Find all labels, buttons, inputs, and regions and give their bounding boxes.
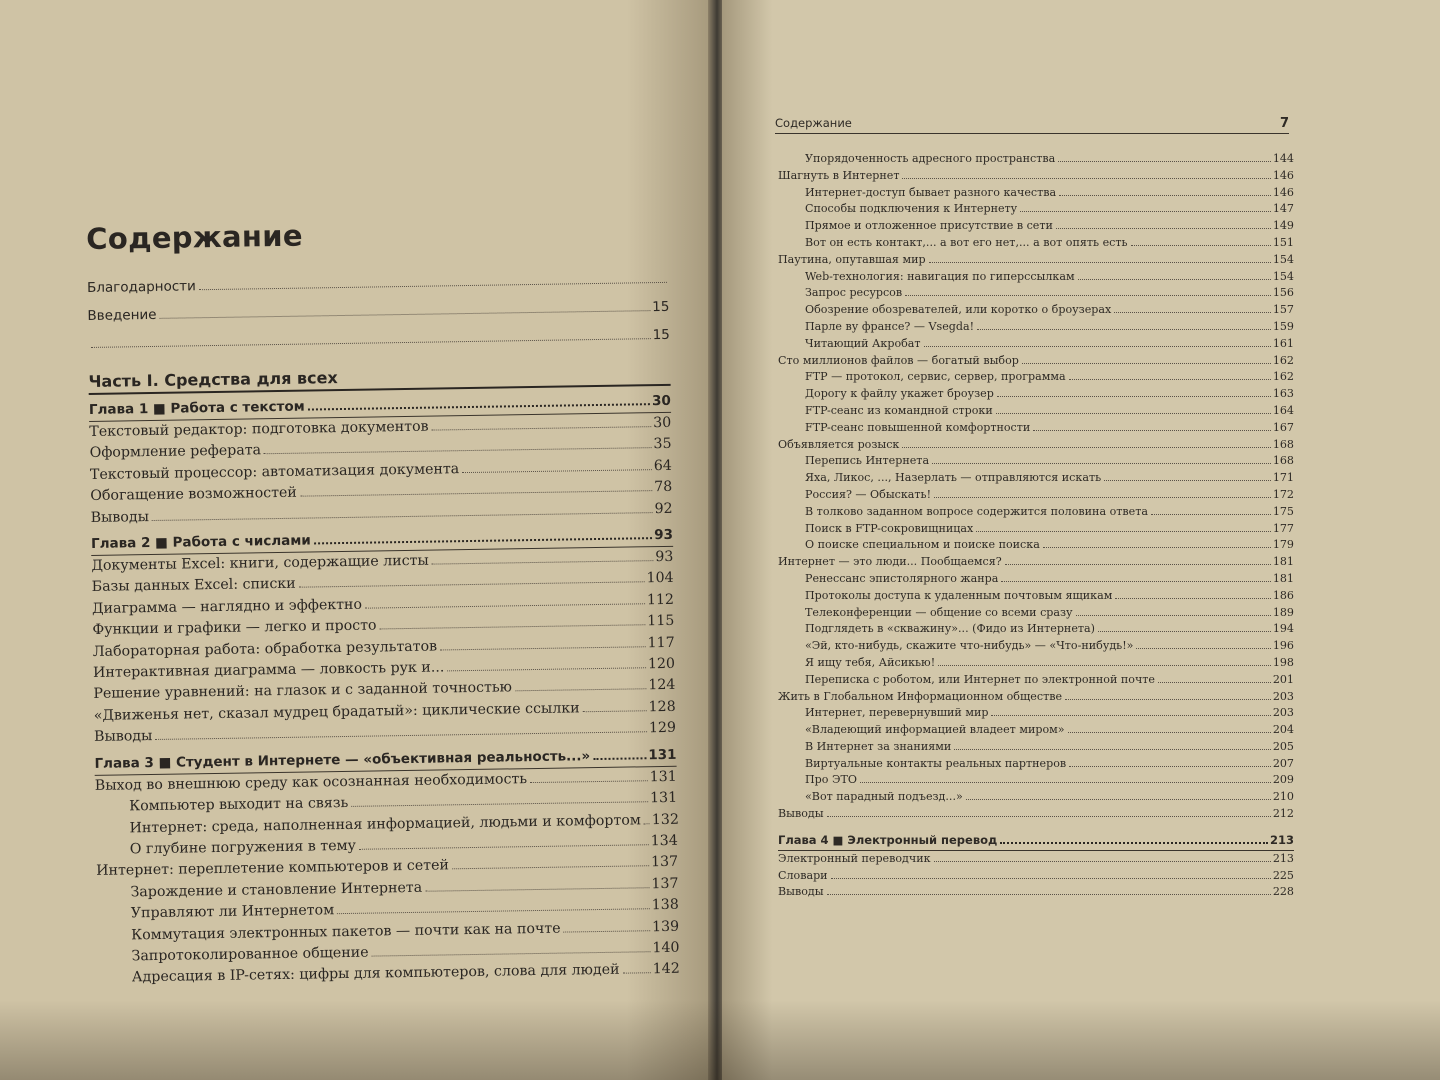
toc-entry-label: Жить в Глобальном Информационном обществе xyxy=(778,689,1063,703)
toc-entry-page: 129 xyxy=(648,720,677,737)
dot-leader xyxy=(1114,312,1271,313)
toc-entry-page: 93 xyxy=(655,548,674,566)
dot-leader xyxy=(462,469,652,473)
toc-entry-page: 139 xyxy=(651,918,680,935)
dot-leader xyxy=(447,667,646,671)
toc-entry-label: Лабораторная работа: обработка результатов xyxy=(92,638,438,660)
toc-entry-label: Парле ву франсе? — Vsegda! xyxy=(805,319,975,333)
toc-entry-label: Глава 4 ■ Электронный перевод xyxy=(778,832,998,847)
toc-entry-page: 163 xyxy=(1272,387,1294,401)
toc-entry-label: «Владеющий информацией владеет миром» xyxy=(805,723,1065,737)
toc-entry-page: 115 xyxy=(647,613,675,630)
toc-entry-page: 203 xyxy=(1272,706,1294,720)
toc-entry-page: 131 xyxy=(649,789,678,807)
toc-entry-page: 159 xyxy=(1272,319,1294,333)
right-entry-list xyxy=(778,151,1294,823)
toc-entry xyxy=(778,336,1294,353)
toc-entry-page: 137 xyxy=(650,854,679,871)
toc-entry xyxy=(778,470,1294,487)
toc-entry xyxy=(778,772,1294,789)
toc-entry-label: Сто миллионов файлов — богатый выбор xyxy=(778,353,1019,367)
toc-entry-label: Дорогу к файлу укажет броузер xyxy=(805,387,994,401)
toc-entry-label: Ренессанс эпистолярного жанра xyxy=(805,571,999,585)
toc-entry-label: «Вот парадный подъезд...» xyxy=(805,790,963,804)
toc-entry-page: 186 xyxy=(1272,588,1294,602)
toc-entry-page: 120 xyxy=(647,655,676,673)
toc-entry-page: 225 xyxy=(1272,868,1294,882)
toc-entry-label: Телеконференции — общение со всеми сразу xyxy=(805,605,1073,619)
running-header xyxy=(775,116,1289,134)
toc-entry-label: Глава 3 ■ Студент в Интернете — «объективная реальность...» xyxy=(94,747,591,772)
toc-entry xyxy=(778,168,1294,185)
toc-entry-label: Коммутация электронных пакетов — почти как на почте xyxy=(131,920,561,943)
toc-entry xyxy=(778,789,1294,806)
toc-entry xyxy=(778,739,1294,756)
toc-entry-page: 201 xyxy=(1272,672,1294,686)
dot-leader xyxy=(977,329,1271,330)
toc-entry-label: Читающий Акробат xyxy=(805,336,921,350)
toc-entry-page: 203 xyxy=(1272,689,1294,703)
intro-list xyxy=(87,265,670,358)
dot-leader xyxy=(1033,430,1271,431)
toc-entry xyxy=(778,218,1294,235)
toc-entry xyxy=(778,319,1294,336)
page-title: Содержание xyxy=(86,218,304,256)
dot-leader xyxy=(1115,598,1270,599)
toc-entry xyxy=(778,638,1294,655)
dot-leader xyxy=(996,413,1271,414)
toc-entry-label: Выход во внешнюю среду как осознанная необходимость xyxy=(94,770,528,794)
toc-entry-label: Глава 1 ■ Работа с текстом xyxy=(88,398,305,418)
toc-entry-page: 140 xyxy=(652,939,680,957)
toc-entry-page: 213 xyxy=(1269,832,1294,847)
toc-entry-page: 189 xyxy=(1272,605,1294,619)
toc-entry-page: 147 xyxy=(1272,202,1294,216)
toc-entry-label: Про ЭТО xyxy=(805,773,857,787)
dot-leader xyxy=(593,757,646,760)
toc-entry-page: 196 xyxy=(1272,639,1294,653)
dot-leader xyxy=(1076,615,1271,616)
dot-leader xyxy=(929,262,1271,263)
toc-entry-page: 207 xyxy=(1272,756,1294,770)
dot-leader xyxy=(1158,682,1271,683)
toc-entry-label: Выводы xyxy=(93,728,153,746)
toc-entry-label: Диаграмма — наглядно и эффектно xyxy=(91,596,363,617)
toc-entry-page: 205 xyxy=(1272,739,1294,753)
toc-entry-label: Оформление реферата xyxy=(89,442,262,462)
toc-entry-label: Зарождение и становление Интернета xyxy=(130,879,423,901)
dot-leader xyxy=(1065,699,1271,700)
toc-entry-page: 128 xyxy=(648,698,676,716)
dot-leader xyxy=(1000,842,1268,844)
dot-leader xyxy=(264,448,651,455)
toc-entry-label: Введение xyxy=(87,306,157,324)
toc-entry-label: В Интернет за знаниями xyxy=(805,739,952,753)
dot-leader xyxy=(1022,363,1271,364)
toc-entry xyxy=(778,868,1294,885)
toc-entry-page: 177 xyxy=(1272,521,1294,535)
toc-entry-page: 209 xyxy=(1272,773,1294,787)
toc-entry-label: Подглядеть в «скважину»... (Фидо из Интернета) xyxy=(805,622,1095,636)
toc-entry xyxy=(778,369,1294,386)
dot-leader xyxy=(1056,228,1271,229)
toc-entry-label: Web-технология: навигация по гиперссылкам xyxy=(805,269,1075,283)
dot-leader xyxy=(351,801,648,807)
dot-leader xyxy=(1131,245,1271,246)
toc-entry-label: Паутина, опутавшая мир xyxy=(778,252,926,266)
dot-leader xyxy=(954,749,1271,750)
toc-entry-label: Интернет-доступ бывает разного качества xyxy=(805,185,1057,199)
toc-entry xyxy=(778,302,1294,319)
toc-entry xyxy=(778,252,1294,269)
dot-leader xyxy=(1069,766,1271,767)
toc-entry-label: Текстовый процессор: автоматизация документа xyxy=(89,460,460,483)
toc-entry-page: 164 xyxy=(1272,403,1294,417)
toc-entry-label: Поиск в FTP-сокровищницах xyxy=(805,521,974,535)
toc-entry-page: 194 xyxy=(1272,622,1294,636)
toc-entry-label: Вот он есть контакт,... а вот его нет,... а вот опять есть xyxy=(805,235,1128,249)
chapter-heading xyxy=(778,831,1294,851)
toc-entry-label: «Эй, кто-нибудь, скажите что-нибудь» — «Что-нибудь!» xyxy=(805,639,1134,653)
dot-leader xyxy=(1058,161,1271,162)
toc-entry-label: Упорядоченность адресного пространства xyxy=(805,152,1056,165)
toc-entry xyxy=(778,235,1294,252)
dot-leader xyxy=(938,665,1271,666)
toc-entry xyxy=(778,689,1294,706)
dot-leader xyxy=(1104,480,1271,481)
toc-entry-page: 92 xyxy=(654,500,673,517)
toc-entry-label: Россия? — Обыскать! xyxy=(805,487,932,501)
part-heading: Часть I. Средства для всех xyxy=(88,363,670,395)
dot-leader xyxy=(902,178,1270,179)
dot-leader xyxy=(934,497,1271,498)
toc-entry-label: Функции и графики — легко и просто xyxy=(92,617,377,639)
dot-leader xyxy=(623,973,651,974)
toc-entry xyxy=(778,386,1294,403)
toc-entry-page: 146 xyxy=(1272,168,1294,182)
toc-entry-page: 142 xyxy=(652,961,680,978)
dot-leader xyxy=(644,823,650,824)
toc-entry xyxy=(778,756,1294,773)
dot-leader xyxy=(902,447,1270,448)
toc-entry xyxy=(778,851,1294,868)
dot-leader xyxy=(515,689,646,692)
toc-entry-page: 117 xyxy=(647,634,675,651)
toc-entry-page: 131 xyxy=(649,768,677,785)
toc-entry-page: 30 xyxy=(653,414,672,432)
toc-entry-page: 212 xyxy=(1272,807,1294,821)
toc-entry-label: Переписка с роботом, или Интернет по электронной почте xyxy=(805,672,1155,686)
dot-leader xyxy=(564,930,651,932)
toc-entry xyxy=(778,185,1294,202)
toc-entry-page: 162 xyxy=(1272,370,1294,384)
dot-leader xyxy=(432,426,652,430)
toc-entry-label: Электронный переводчик xyxy=(778,851,931,865)
toc-entry xyxy=(778,201,1294,218)
dot-leader xyxy=(1078,279,1271,280)
toc-entry-page: 167 xyxy=(1272,420,1294,434)
toc-entry-label: Шагнуть в Интернет xyxy=(778,168,900,182)
dot-leader xyxy=(1068,732,1271,733)
toc-entry-page: 161 xyxy=(1272,336,1294,350)
toc-entry-page: 15 xyxy=(652,298,670,316)
dot-leader xyxy=(365,603,645,608)
toc-entry-label: Документы Excel: книги, содержащие листы xyxy=(91,552,429,574)
chapter-4-block xyxy=(778,831,1294,901)
toc-entry xyxy=(778,884,1294,901)
dot-leader xyxy=(530,780,648,783)
toc-entry xyxy=(778,571,1294,588)
toc-entry-page: 168 xyxy=(1272,437,1294,451)
toc-entry xyxy=(778,537,1294,554)
toc-entry-page: 134 xyxy=(650,832,678,850)
toc-entry-page: 112 xyxy=(646,591,675,609)
toc-entry-label: Интернет: переплетение компьютеров и сетей xyxy=(96,857,450,880)
toc-entry-label: Я ищу тебя, Айсикью! xyxy=(805,655,936,669)
toc-entry-page: 175 xyxy=(1272,504,1294,518)
running-header-title: Содержание xyxy=(775,116,852,130)
toc-entry-page: 149 xyxy=(1272,219,1294,233)
toc-entry-page: 162 xyxy=(1272,353,1294,367)
toc-entry-label: Объявляется розыск xyxy=(778,437,900,451)
toc-entry-page: 171 xyxy=(1272,471,1294,485)
dot-leader xyxy=(1020,211,1271,212)
dot-leader xyxy=(359,844,649,850)
toc-entry xyxy=(778,554,1294,571)
toc-entry-page: 132 xyxy=(651,811,680,828)
toc-entry xyxy=(778,420,1294,437)
toc-entry-label: Обогащение возможностей xyxy=(90,484,297,505)
toc-entry-label: Яха, Ликос, ..., Назерлать — отправляются искать xyxy=(805,471,1102,485)
toc-entry-label: О глубине погружения в тему xyxy=(129,837,357,858)
dot-leader xyxy=(432,560,654,564)
toc-entry-label: Адресация в IP-сетях: цифры для компьютеров, слова для людей xyxy=(131,962,620,986)
toc-entry-page: 30 xyxy=(651,392,672,410)
dot-leader xyxy=(966,799,1271,800)
toc-entry-page: 172 xyxy=(1272,487,1294,501)
dot-leader xyxy=(831,878,1271,879)
toc-entry-label: Виртуальные контакты реальных партнеров xyxy=(805,756,1067,770)
toc-entry-page: 35 xyxy=(653,436,672,453)
toc-entry-page: 157 xyxy=(1272,303,1294,317)
toc-entry-page: 137 xyxy=(651,875,679,892)
toc-entry xyxy=(778,487,1294,504)
toc-entry-label: О поиске специальном и поиске поиска xyxy=(805,538,1040,552)
toc-entry xyxy=(778,605,1294,622)
dot-leader xyxy=(976,531,1271,532)
toc-entry xyxy=(778,269,1294,286)
chapter-list xyxy=(89,390,680,990)
dot-leader xyxy=(924,346,1271,347)
toc-entry xyxy=(778,621,1294,638)
toc-entry-label: FTP-сеанс повышенной комфортности xyxy=(805,420,1031,434)
toc-entry xyxy=(778,521,1294,538)
toc-entry-label: Компьютер выходит на связь xyxy=(129,795,349,815)
toc-entry-page: 198 xyxy=(1272,655,1294,669)
toc-entry-page: 228 xyxy=(1272,885,1294,899)
toc-entry xyxy=(778,672,1294,689)
toc-entry-page: 168 xyxy=(1272,454,1294,468)
toc-entry-label: Интерактивная диаграмма — ловкость рук и... xyxy=(92,659,445,682)
dot-leader xyxy=(827,816,1271,817)
dot-leader xyxy=(1005,564,1271,565)
toc-entry-page: 15 xyxy=(652,326,670,344)
dot-leader xyxy=(860,782,1271,783)
toc-entry-label: Перепись Интернета xyxy=(805,454,930,468)
toc-entry-page: 138 xyxy=(651,896,679,914)
toc-entry-label: Выводы xyxy=(778,807,824,821)
dot-leader xyxy=(337,908,650,914)
toc-entry-label: Решение уравнений: на глазок и с заданной точностью xyxy=(93,679,513,703)
left-toc xyxy=(86,213,680,990)
toc-entry-label: Базы данных Excel: списки xyxy=(91,576,296,596)
dot-leader xyxy=(905,295,1271,296)
toc-entry-page: 64 xyxy=(653,457,673,474)
dot-leader xyxy=(440,646,646,650)
toc-entry-page: 154 xyxy=(1272,269,1294,283)
dot-leader xyxy=(1043,547,1271,548)
toc-entry-label: Обозрение обозревателей, или коротко о броузерах xyxy=(805,303,1112,317)
toc-entry-label: Прямое и отложенное присутствие в сети xyxy=(805,219,1053,233)
dot-leader xyxy=(932,463,1271,464)
dot-leader xyxy=(300,490,652,497)
toc-entry-page: 146 xyxy=(1272,185,1294,199)
toc-entry-label: Словари xyxy=(778,868,828,882)
dot-leader xyxy=(299,582,645,588)
toc-entry-label: Интернет, перевернувший мир xyxy=(805,706,989,720)
toc-entry xyxy=(778,655,1294,672)
toc-entry-label: Выводы xyxy=(778,885,824,899)
right-toc xyxy=(778,151,1294,901)
toc-entry xyxy=(778,353,1294,370)
dot-leader xyxy=(91,338,651,348)
dot-leader xyxy=(1069,379,1271,380)
toc-entry-page: 181 xyxy=(1272,571,1294,585)
toc-entry-page: 104 xyxy=(646,570,674,587)
toc-entry-page: 154 xyxy=(1272,252,1294,266)
dot-leader xyxy=(314,537,652,544)
toc-entry-page: 93 xyxy=(654,526,674,544)
toc-entry-page: 210 xyxy=(1272,790,1294,804)
toc-entry-page: 144 xyxy=(1272,152,1294,165)
toc-entry-page: 131 xyxy=(648,746,677,763)
toc-entry-page: 151 xyxy=(1272,235,1294,249)
toc-entry-label: Выводы xyxy=(90,508,150,526)
toc-entry-label: В толково заданном вопросе содержится половина ответа xyxy=(805,504,1148,518)
toc-entry xyxy=(778,588,1294,605)
dot-leader xyxy=(155,732,647,741)
toc-entry xyxy=(778,453,1294,470)
toc-entry xyxy=(778,722,1294,739)
toc-entry-label: Запротоколированное общение xyxy=(131,944,369,965)
toc-entry xyxy=(778,285,1294,302)
toc-entry-page: 124 xyxy=(648,677,676,694)
toc-entry-label: Интернет — это люди... Пообщаемся? xyxy=(778,555,1002,569)
toc-entry-label: Способы подключения к Интернету xyxy=(805,202,1018,216)
toc-entry-label: FTP — протокол, сервис, сервер, программа xyxy=(805,370,1066,384)
dot-leader xyxy=(1136,648,1270,649)
toc-entry-label: Запрос ресурсов xyxy=(805,286,903,300)
dot-leader xyxy=(991,715,1270,716)
toc-entry-page: 213 xyxy=(1272,851,1294,865)
toc-entry-page: 204 xyxy=(1272,723,1294,737)
dot-leader xyxy=(199,282,667,290)
toc-entry-label: Протоколы доступа к удаленным почтовым ящикам xyxy=(805,588,1113,602)
toc-entry xyxy=(778,437,1294,454)
toc-entry-label: Глава 2 ■ Работа с числами xyxy=(90,532,311,552)
toc-entry-label: Благодарности xyxy=(86,278,196,296)
toc-entry-page: 78 xyxy=(654,479,673,496)
toc-entry xyxy=(778,705,1294,722)
toc-entry xyxy=(778,403,1294,420)
toc-entry xyxy=(778,151,1294,168)
dot-leader xyxy=(583,710,647,712)
dot-leader xyxy=(152,512,653,521)
toc-entry xyxy=(778,504,1294,521)
toc-entry-label: Текстовый редактор: подготовка документов xyxy=(89,418,429,440)
dot-leader xyxy=(1151,514,1271,515)
dot-leader xyxy=(160,310,651,319)
toc-entry-page: 156 xyxy=(1272,286,1294,300)
toc-entry-page: 181 xyxy=(1272,555,1294,569)
dot-leader xyxy=(1001,581,1270,582)
dot-leader xyxy=(1098,631,1271,632)
toc-entry-page: 179 xyxy=(1272,538,1294,552)
dot-leader xyxy=(827,894,1271,895)
toc-entry-label: «Движенья нет, сказал мудрец брадатый»: циклические ссылки xyxy=(93,700,580,724)
dot-leader xyxy=(934,861,1271,862)
dot-leader xyxy=(380,625,646,630)
dot-leader xyxy=(425,887,649,892)
dot-leader xyxy=(997,396,1271,397)
dot-leader xyxy=(1059,195,1271,196)
page-number: 7 xyxy=(1279,116,1289,131)
toc-entry-label: FTP-сеанс из командной строки xyxy=(805,403,993,417)
toc-entry xyxy=(778,806,1294,823)
toc-entry-label: Интернет: среда, наполненная информацией, людьми и комфортом xyxy=(129,811,641,836)
dot-leader xyxy=(372,951,651,956)
dot-leader xyxy=(452,866,649,870)
toc-entry-label: Управляют ли Интернетом xyxy=(130,902,335,922)
dot-leader xyxy=(308,403,650,410)
